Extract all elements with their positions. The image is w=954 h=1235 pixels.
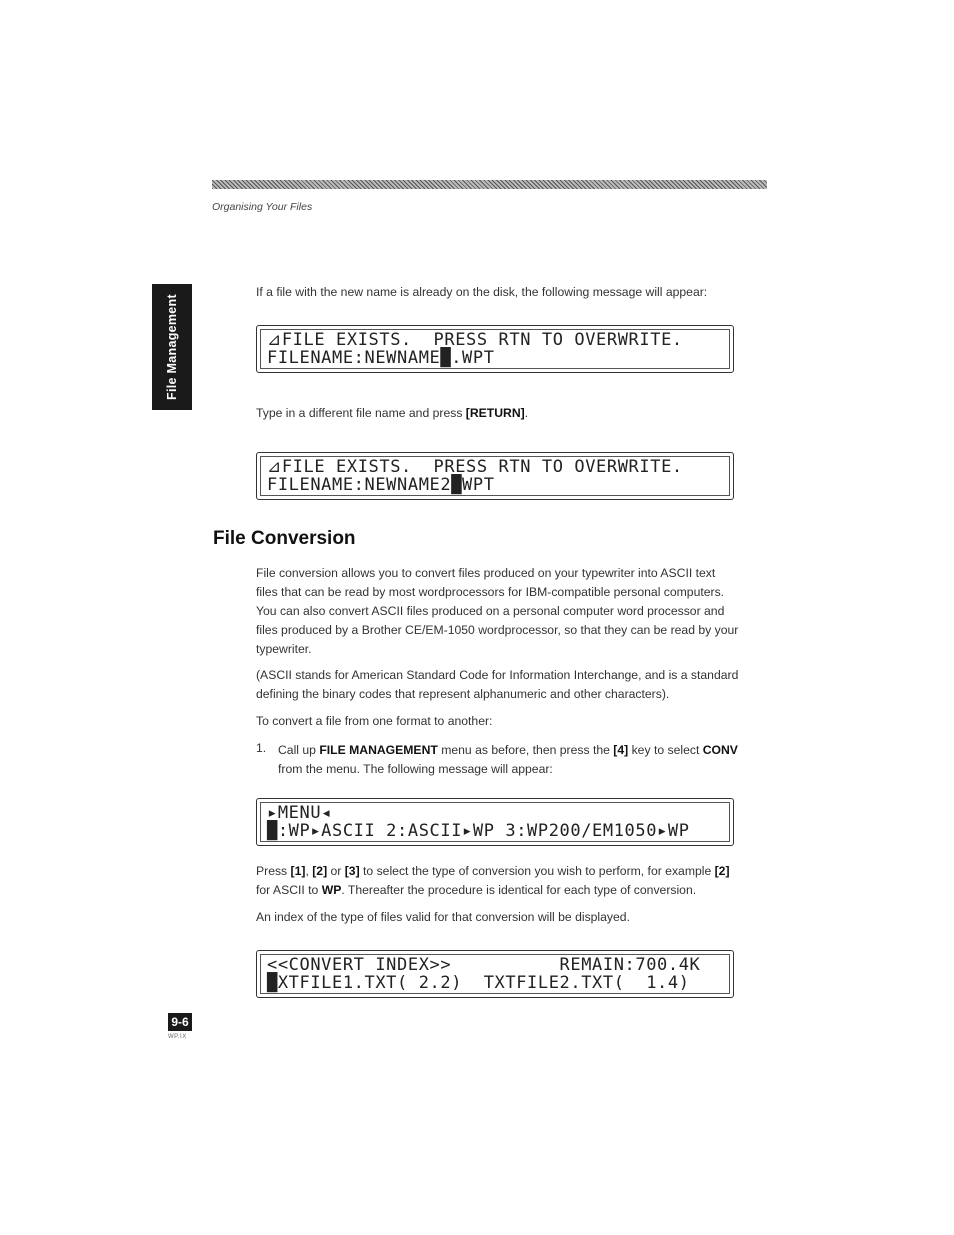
p4-key-3: [3] — [344, 864, 360, 878]
header-rule — [212, 180, 767, 189]
p4-wp: WP — [321, 883, 342, 897]
p4-i: for ASCII to — [256, 883, 322, 897]
lcd-line-2: █:WP▸ASCII 2:ASCII▸WP 3:WP200/EM1050▸WP — [267, 821, 690, 841]
step-text-c: menu as before, then press the — [437, 743, 614, 757]
lcd-line-1: <<CONVERT INDEX>> REMAIN:700.4K — [267, 955, 701, 975]
step-text-a: Call up — [278, 743, 320, 757]
p4-a: Press — [256, 864, 291, 878]
p4-key-1: [1] — [290, 864, 306, 878]
conversion-paragraph-1: File conversion allows you to convert files produced on your typewriter into ASCII text files that can be read by most wordprocessors for IBM-compatible personal computers. You can also convert ASCII files produced on a personal computer word processor and files produced by a Brother CE/EM-1050 wordprocessor, so that they can be read by your typewriter. — [256, 566, 739, 656]
running-head: Organising Your Files — [212, 201, 313, 213]
intro-text: If a file with the new name is already on the disk, the following message will appear: — [256, 285, 708, 299]
conversion-paragraph-2: (ASCII stands for American Standard Code for Information Interchange, and is a standard defining the binary codes that represent alphanumeric and other characters). — [256, 668, 739, 701]
p4-k: . Thereafter the procedure is identical for each type of conversion. — [341, 883, 697, 897]
step-1-text — [278, 741, 740, 779]
p4-key-2: [2] — [312, 864, 328, 878]
step-menu-name: FILE MANAGEMENT — [319, 743, 438, 757]
p4-key-2-example: [2] — [714, 864, 730, 878]
instruction-end: . — [524, 406, 529, 420]
conversion-paragraph-4 — [256, 862, 740, 900]
lcd-line-2: █XTFILE1.TXT( 2.2) TXTFILE2.TXT( 1.4) — [267, 973, 690, 993]
section-side-tab — [152, 284, 192, 410]
p4-c: , — [305, 864, 313, 878]
step-number: 1. — [256, 741, 267, 755]
lcd-display-new-name — [256, 452, 734, 500]
step-key-4: [4] — [613, 743, 629, 757]
conversion-paragraph-5: An index of the type of files valid for that conversion will be displayed. — [256, 910, 630, 924]
step-text-e: key to select — [628, 743, 703, 757]
lcd-line-1: ⊿FILE EXISTS. PRESS RTN TO OVERWRITE. — [267, 330, 683, 350]
section-heading: File Conversion — [213, 528, 356, 549]
lcd-display-file-exists — [256, 325, 734, 373]
conversion-paragraph-3: To convert a file from one format to another: — [256, 714, 493, 728]
lcd-line-2: FILENAME:NEWNAME█.WPT — [267, 348, 495, 368]
lcd-line-1: ⊿FILE EXISTS. PRESS RTN TO OVERWRITE. — [267, 457, 683, 477]
side-tab-label: File Management — [165, 294, 179, 400]
instruction-body: Type in a different file name and press — [256, 406, 466, 420]
return-key-label: [RETURN] — [465, 406, 525, 420]
lcd-line-1: ▸MENU◂ — [267, 803, 333, 823]
p4-g: to select the type of conversion you wish to perform, for example — [359, 864, 715, 878]
lcd-line-2: FILENAME:NEWNAME2█WPT — [267, 475, 495, 495]
lcd-display-convert-index — [256, 950, 734, 998]
footer-small-text: WP.IX — [168, 1034, 187, 1040]
step-conv-label: CONV — [702, 743, 738, 757]
p4-e: or — [327, 864, 345, 878]
instruction-text — [256, 404, 740, 423]
step-text-g: from the menu. The following message will appear: — [278, 762, 553, 776]
page-number: 9-6 — [168, 1013, 192, 1031]
lcd-display-menu — [256, 798, 734, 846]
